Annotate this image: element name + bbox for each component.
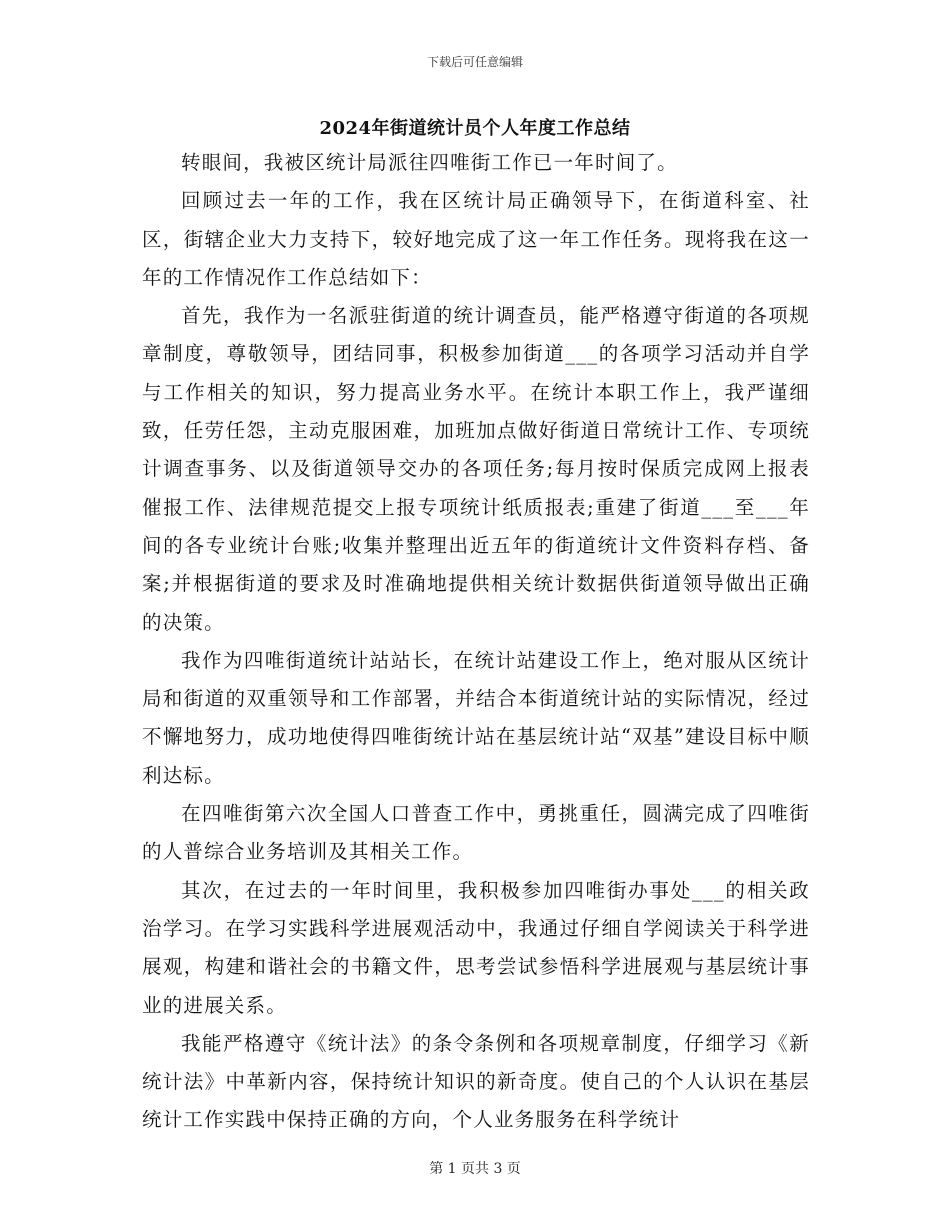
paragraph: 其次，在过去的一年时间里，我积极参加四唯街办事处___的相关政治学习。在学习实践科学进展观活动中，我通过仔细自学阅读关于科学进展观，构建和谐社会的书籍文件，思考尝试参悟科学进展观与基层统计事业的进展关系。 bbox=[142, 878, 810, 1017]
document-title: 2024年街道统计员个人年度工作总结 bbox=[319, 118, 631, 139]
paragraph: 回顾过去一年的工作，我在区统计局正确领导下，在街道科室、社区，街辖企业大力支持下，较好地完成了这一年工作任务。现将我在这一年的工作情况作工作总结如下： bbox=[142, 189, 810, 289]
paragraph: 转眼间，我被区统计局派往四唯街工作已一年时间了。 bbox=[181, 151, 678, 174]
document-body bbox=[142, 144, 810, 1140]
paragraph: 首先，我作为一名派驻街道的统计调查员，能严格遵守街道的各项规章制度，尊敬领导，团结同事，积极参加街道___的各项学习活动并自学与工作相关的知识，努力提高业务水平。在统计本职工作上，我严谨细致，任劳任怨，主动克服困难，加班加点做好街道日常统计工作、专项统计调查事务、以及街道领导交办的各项任务;每月按时保质完成网上报表催报工作、法律规范提交上报专项统计纸质报表;重建了街道___至___年间的各专业统计台账;收集并整理出近五年的街道统计文件资料存档、备案;并根据街道的要求及时准确地提供相关统计数据供街道领导做出正确的决策。 bbox=[142, 304, 810, 634]
paragraph: 在四唯街第六次全国人口普查工作中，勇挑重任，圆满完成了四唯街的人普综合业务培训及其相关工作。 bbox=[142, 802, 810, 864]
page-number-footer: 第 1 页共 3 页 bbox=[429, 1161, 521, 1177]
paragraph: 我作为四唯街道统计站站长，在统计站建设工作上，绝对服从区统计局和街道的双重领导和工作部署，并结合本街道统计站的实际情况，经过不懈地努力，成功地使得四唯街统计站在基层统计站“双基”建设目标中顺利达标。 bbox=[142, 648, 810, 787]
page-header-note: 下载后可任意编辑 bbox=[426, 55, 523, 69]
paragraph: 我能严格遵守《统计法》的条令条例和各项规章制度，仔细学习《新统计法》中革新内容，保持统计知识的新奇度。使自己的个人认识在基层统计工作实践中保持正确的方向，个人业务服务在科学统计 bbox=[142, 1031, 810, 1132]
